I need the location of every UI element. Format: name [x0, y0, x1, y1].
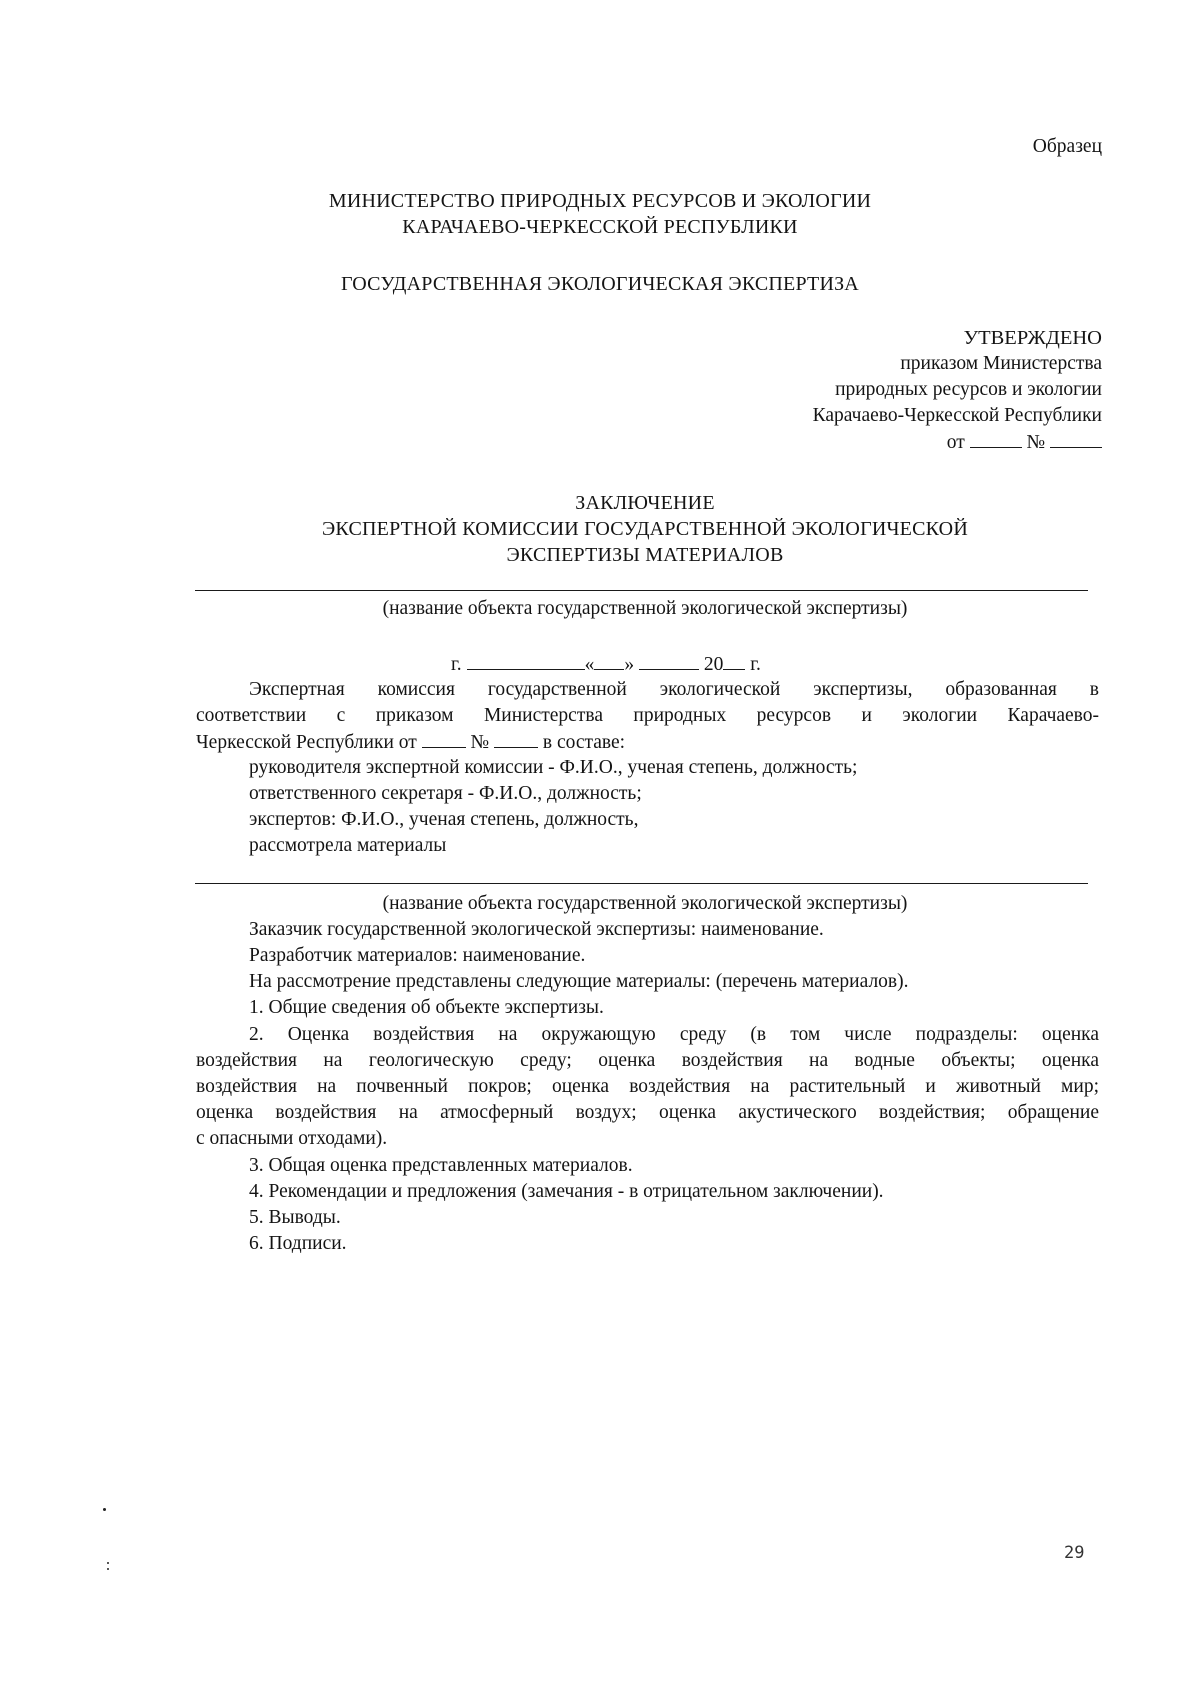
object-name-caption: (название объекта государственной экологической экспертизы): [382, 598, 908, 619]
city-blank: [467, 651, 585, 670]
list-item-3: 3. Общая оценка представленных материалов.: [249, 1155, 633, 1176]
year-blank: [723, 651, 745, 670]
department-title: ГОСУДАРСТВЕННАЯ ЭКОЛОГИЧЕСКАЯ ЭКСПЕРТИЗА: [341, 273, 859, 295]
para1-line1: Экспертная комиссия государственной экологической экспертизы, образованная в: [249, 679, 1099, 700]
list-item-2-line4: оценка воздействия на атмосферный воздух; оценка акустического воздействия; обращение: [196, 1102, 1099, 1123]
approval-date-number: [947, 429, 1102, 456]
city-prefix: г.: [451, 654, 462, 675]
year-suffix: г.: [750, 654, 761, 675]
approval-line1: приказом Министерства: [900, 353, 1102, 374]
object-name-caption2: (название объекта государственной экологической экспертизы): [382, 893, 908, 914]
para1-line3: [196, 729, 625, 756]
approval-line2: природных ресурсов и экологии: [835, 379, 1102, 400]
list-item-6: 6. Подписи.: [249, 1233, 347, 1254]
commission-experts: экспертов: Ф.И.О., ученая степень, должность,: [249, 809, 639, 830]
list-item-1: 1. Общие сведения об объекте экспертизы.: [249, 997, 604, 1018]
developer-line: Разработчик материалов: наименование.: [249, 945, 586, 966]
approval-date-blank: [970, 429, 1022, 448]
order-date-blank: [422, 729, 466, 748]
customer-line: Заказчик государственной экологической экспертизы: наименование.: [249, 919, 824, 940]
list-item-2-line2: воздействия на геологическую среду; оценка воздействия на водные объекты; оценка: [196, 1050, 1099, 1071]
date-line: [451, 651, 761, 678]
para1-line3-a: Черкесской Республики от: [196, 732, 417, 753]
page-number: 29: [1064, 1543, 1085, 1563]
reviewed-materials: рассмотрела материалы: [249, 835, 447, 856]
approval-number-blank: [1050, 429, 1102, 448]
list-item-2-line1: 2. Оценка воздействия на окружающую среду (в том числе подразделы: оценка: [249, 1024, 1099, 1045]
list-item-4: 4. Рекомендации и предложения (замечания - в отрицательном заключении).: [249, 1181, 884, 1202]
scan-speck: [107, 1562, 109, 1564]
ministry-name-line2: КАРАЧАЕВО-ЧЕРКЕССКОЙ РЕСПУБЛИКИ: [402, 216, 798, 238]
order-number-blank: [494, 729, 538, 748]
commission-secretary: ответственного секретаря - Ф.И.О., должность;: [249, 783, 642, 804]
approval-title: УТВЕРЖДЕНО: [963, 327, 1102, 349]
month-blank: [639, 651, 699, 670]
para1-line3-c: в составе:: [542, 732, 626, 753]
quote-open: «: [584, 654, 595, 675]
scan-speck: [103, 1508, 106, 1511]
ministry-name-line1: МИНИСТЕРСТВО ПРИРОДНЫХ РЕСУРСОВ И ЭКОЛОГИИ: [328, 190, 872, 212]
object-name-rule2: [195, 883, 1088, 884]
sample-label: Образец: [1032, 136, 1102, 157]
object-name-rule: [195, 590, 1088, 591]
day-blank: [594, 651, 624, 670]
year-prefix: 20: [703, 654, 724, 675]
approval-date-prefix: от: [946, 432, 965, 453]
conclusion-title3: ЭКСПЕРТИЗЫ МАТЕРИАЛОВ: [506, 544, 784, 566]
list-item-2-line5: с опасными отходами).: [196, 1128, 388, 1149]
materials-intro: На рассмотрение представлены следующие материалы: (перечень материалов).: [249, 971, 909, 992]
conclusion-title2: ЭКСПЕРТНОЙ КОМИССИИ ГОСУДАРСТВЕННОЙ ЭКОЛОГИЧЕСКОЙ: [322, 518, 968, 540]
quote-close: »: [624, 654, 635, 675]
approval-number-sign: №: [1026, 432, 1046, 453]
approval-line3: Карачаево-Черкесской Республики: [812, 405, 1102, 426]
para1-line2: соответствии с приказом Министерства природных ресурсов и экологии Карачаево-: [196, 705, 1099, 726]
list-item-5: 5. Выводы.: [249, 1207, 341, 1228]
conclusion-title1: ЗАКЛЮЧЕНИЕ: [575, 492, 715, 514]
scan-speck: [107, 1568, 109, 1570]
commission-head: руководителя экспертной комиссии - Ф.И.О., ученая степень, должность;: [249, 757, 858, 778]
list-item-2-line3: воздействия на почвенный покров; оценка воздействия на растительный и животный мир;: [196, 1076, 1099, 1097]
para1-number-sign: №: [470, 732, 490, 753]
